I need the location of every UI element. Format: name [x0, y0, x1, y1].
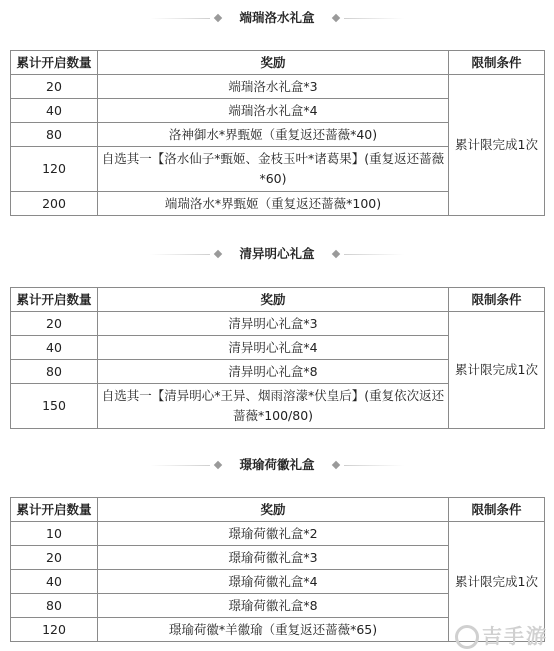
table-header-row: [11, 288, 545, 312]
table-header-row: [11, 498, 545, 522]
count-cell: 120: [11, 618, 98, 642]
header-count: 累计开启数量: [11, 498, 98, 522]
reward-table: [10, 50, 545, 216]
header-reward: 奖励: [98, 288, 449, 312]
section-title: 端瑞洛水礼盒: [239, 10, 315, 25]
table-row: [11, 75, 545, 99]
section-heading: [10, 8, 544, 28]
reward-cell: 璟瑜荷徽礼盒*3: [98, 546, 449, 570]
count-cell: 80: [11, 594, 98, 618]
reward-cell: 端瑞洛水礼盒*3: [98, 75, 449, 99]
reward-cell: 清异明心礼盒*8: [98, 360, 449, 384]
reward-cell: 璟瑜荷徽礼盒*4: [98, 570, 449, 594]
count-cell: 80: [11, 123, 98, 147]
header-limit: 限制条件: [449, 498, 545, 522]
reward-cell: 清异明心礼盒*3: [98, 312, 449, 336]
diamond-icon: [214, 461, 222, 469]
reward-cell: 清异明心礼盒*4: [98, 336, 449, 360]
header-limit: 限制条件: [449, 51, 545, 75]
section-title: 璟瑜荷徽礼盒: [239, 457, 315, 472]
count-cell: 10: [11, 522, 98, 546]
reward-cell: 自选其一【清异明心*王异、烟雨溶濛*伏皇后】(重复依次返还蔷薇*100/80): [98, 384, 449, 429]
header-reward: 奖励: [98, 498, 449, 522]
section-title: 清异明心礼盒: [239, 246, 315, 261]
diamond-icon: [214, 14, 222, 22]
count-cell: 40: [11, 336, 98, 360]
reward-cell: 端瑞洛水礼盒*4: [98, 99, 449, 123]
section-heading: [10, 244, 544, 264]
header-reward: 奖励: [98, 51, 449, 75]
table-header-row: [11, 51, 545, 75]
reward-cell: 自选其一【洛水仙子*甄姬、金枝玉叶*诸葛果】(重复返还蔷薇*60): [98, 147, 449, 192]
watermark: [455, 620, 548, 650]
section-qingyi: [10, 244, 544, 429]
section-duanrui: [10, 8, 544, 216]
count-cell: 150: [11, 384, 98, 429]
diamond-icon: [332, 461, 340, 469]
limit-cell: 累计限完成1次: [449, 75, 545, 216]
diamond-icon: [332, 250, 340, 258]
section-jingyu: [10, 455, 544, 642]
table-row: [11, 312, 545, 336]
reward-table: [10, 287, 545, 429]
reward-cell: 璟瑜荷徽礼盒*2: [98, 522, 449, 546]
reward-cell: 璟瑜荷徽*羊徽瑜（重复返还蔷薇*65): [98, 618, 449, 642]
table-row: [11, 522, 545, 546]
count-cell: 120: [11, 147, 98, 192]
limit-cell: 累计限完成1次: [449, 312, 545, 429]
count-cell: 40: [11, 99, 98, 123]
diamond-icon: [332, 14, 340, 22]
count-cell: 200: [11, 192, 98, 216]
count-cell: 20: [11, 75, 98, 99]
section-heading: [10, 455, 544, 475]
diamond-icon: [214, 250, 222, 258]
count-cell: 20: [11, 312, 98, 336]
limit-cell: 累计限完成1次: [449, 522, 545, 642]
count-cell: 80: [11, 360, 98, 384]
header-count: 累计开启数量: [11, 51, 98, 75]
header-count: 累计开启数量: [11, 288, 98, 312]
header-limit: 限制条件: [449, 288, 545, 312]
watermark-text: 吉手游: [482, 623, 548, 648]
watermark-logo-icon: [455, 625, 479, 649]
reward-cell: 璟瑜荷徽礼盒*8: [98, 594, 449, 618]
count-cell: 20: [11, 546, 98, 570]
reward-cell: 端瑞洛水*界甄姬（重复返还蔷薇*100): [98, 192, 449, 216]
reward-cell: 洛神御水*界甄姬（重复返还蔷薇*40): [98, 123, 449, 147]
count-cell: 40: [11, 570, 98, 594]
